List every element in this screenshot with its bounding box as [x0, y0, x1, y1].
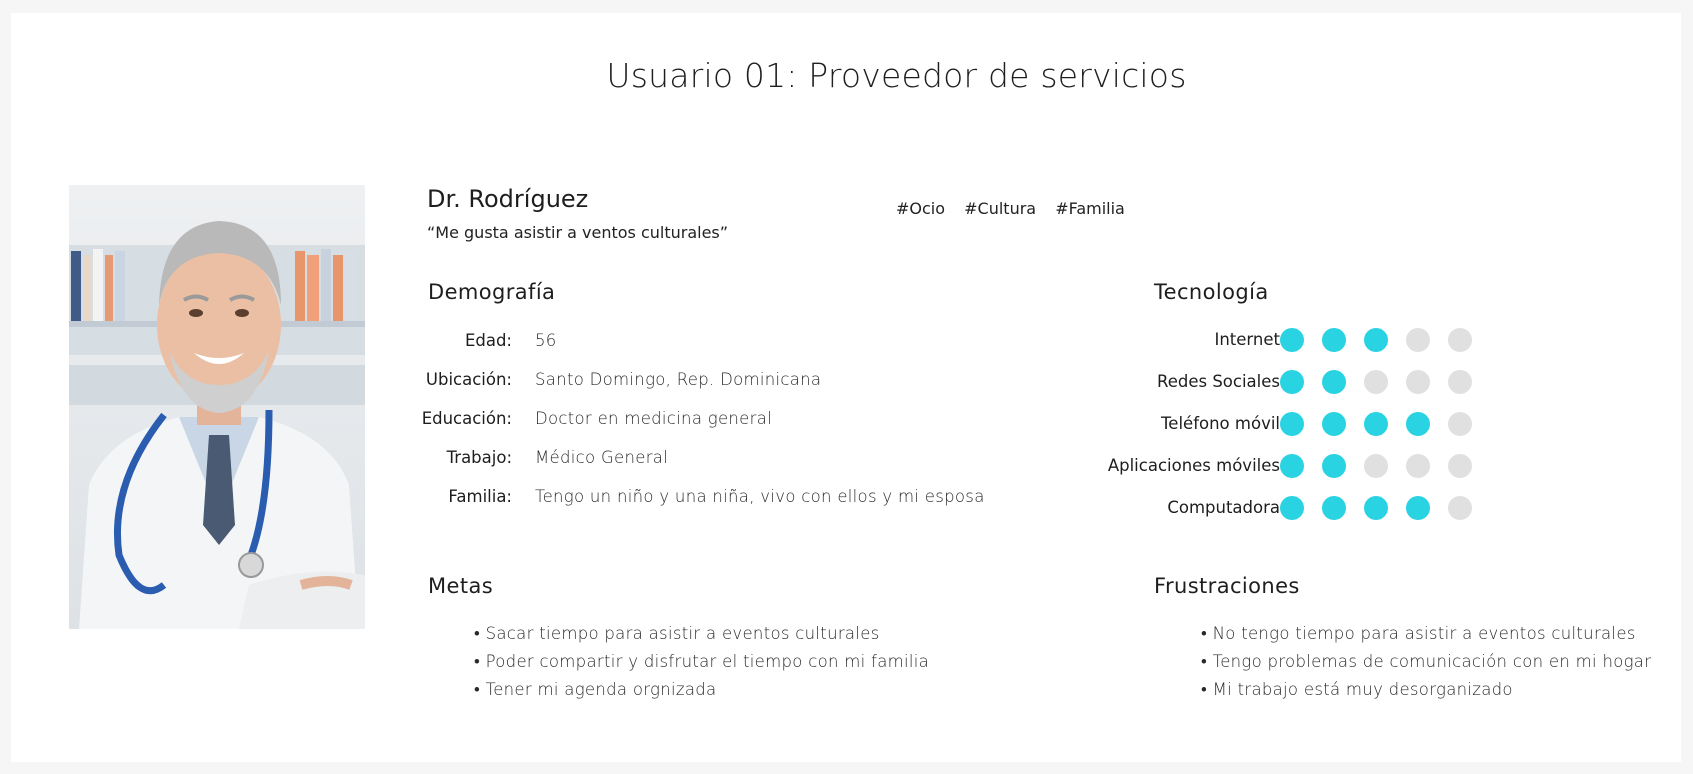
goals-list — [474, 624, 929, 708]
rating-dot-filled — [1322, 328, 1346, 352]
demographic-value: Doctor en medicina general — [535, 409, 773, 428]
rating-dots — [1280, 412, 1490, 436]
technology-label: Teléfono móvil — [1161, 414, 1280, 433]
rating-dot-filled — [1280, 496, 1304, 520]
rating-dots — [1280, 370, 1490, 394]
demographic-row-education — [400, 409, 773, 431]
rating-dot-filled — [1280, 412, 1304, 436]
persona-quote: “Me gusta asistir a ventos culturales” — [427, 223, 729, 242]
rating-dot-empty — [1448, 370, 1472, 394]
technology-row — [1040, 496, 1480, 522]
rating-dot-filled — [1322, 370, 1346, 394]
demographic-row-location — [400, 370, 822, 392]
rating-dot-filled — [1406, 412, 1430, 436]
rating-dots — [1280, 454, 1490, 478]
persona-tags — [896, 199, 1139, 218]
technology-label: Aplicaciones móviles — [1107, 456, 1280, 475]
page-title: Usuario 01: Proveedor de servicios — [606, 56, 1187, 95]
rating-dot-empty — [1406, 370, 1430, 394]
frustrations-title: Frustraciones — [1154, 574, 1300, 598]
list-item: • Sacar tiempo para asistir a eventos culturales — [474, 624, 929, 652]
rating-dot-empty — [1406, 328, 1430, 352]
rating-dots — [1280, 496, 1490, 520]
technology-label: Internet — [1214, 330, 1280, 349]
list-item: • Poder compartir y disfrutar el tiempo con mi familia — [474, 652, 929, 680]
rating-dot-filled — [1280, 454, 1304, 478]
list-item: • Tener mi agenda orgnizada — [474, 680, 929, 708]
rating-dot-filled — [1322, 496, 1346, 520]
rating-dots — [1280, 328, 1490, 352]
demographic-row-family — [400, 487, 985, 509]
demographic-label: Educación: — [421, 409, 512, 428]
technology-row — [1040, 328, 1480, 354]
list-item: • No tengo tiempo para asistir a eventos culturales — [1201, 624, 1651, 652]
demographic-label: Familia: — [448, 487, 512, 506]
rating-dot-filled — [1364, 496, 1388, 520]
rating-dot-filled — [1406, 496, 1430, 520]
demographic-value: 56 — [535, 331, 557, 350]
demographic-label: Edad: — [464, 331, 512, 350]
rating-dot-empty — [1364, 454, 1388, 478]
persona-name: Dr. Rodríguez — [427, 185, 589, 213]
list-item: • Mi trabajo está muy desorganizado — [1201, 680, 1651, 708]
demographic-row-job — [400, 448, 669, 470]
technology-label: Computadora — [1167, 498, 1280, 517]
demographics-title: Demografía — [428, 280, 556, 304]
tag-familia: #Familia — [1055, 199, 1125, 218]
demographic-value: Tengo un niño y una niña, vivo con ellos y mi esposa — [535, 487, 985, 506]
list-item: • Tengo problemas de comunicación con en mi hogar — [1201, 652, 1651, 680]
rating-dot-filled — [1364, 412, 1388, 436]
demographic-value: Santo Domingo, Rep. Dominicana — [535, 370, 822, 389]
demographic-value: Médico General — [535, 448, 669, 467]
technology-label: Redes Sociales — [1156, 372, 1280, 391]
doctor-portrait-photo — [69, 185, 365, 629]
rating-dot-filled — [1322, 454, 1346, 478]
rating-dot-empty — [1364, 370, 1388, 394]
rating-dot-empty — [1448, 328, 1472, 352]
demographic-label: Trabajo: — [446, 448, 512, 467]
demographic-label: Ubicación: — [425, 370, 512, 389]
frustrations-list — [1201, 624, 1651, 708]
goals-title: Metas — [428, 574, 494, 598]
tag-ocio: #Ocio — [896, 199, 946, 218]
tag-cultura: #Cultura — [964, 199, 1037, 218]
rating-dot-filled — [1280, 328, 1304, 352]
technology-title: Tecnología — [1154, 280, 1269, 304]
demographic-row-age — [400, 331, 557, 353]
rating-dot-filled — [1280, 370, 1304, 394]
rating-dot-filled — [1322, 412, 1346, 436]
rating-dot-filled — [1364, 328, 1388, 352]
rating-dot-empty — [1448, 412, 1472, 436]
rating-dot-empty — [1406, 454, 1430, 478]
technology-row — [1040, 412, 1480, 438]
technology-row — [1040, 370, 1480, 396]
rating-dot-empty — [1448, 454, 1472, 478]
technology-row — [1040, 454, 1480, 480]
rating-dot-empty — [1448, 496, 1472, 520]
